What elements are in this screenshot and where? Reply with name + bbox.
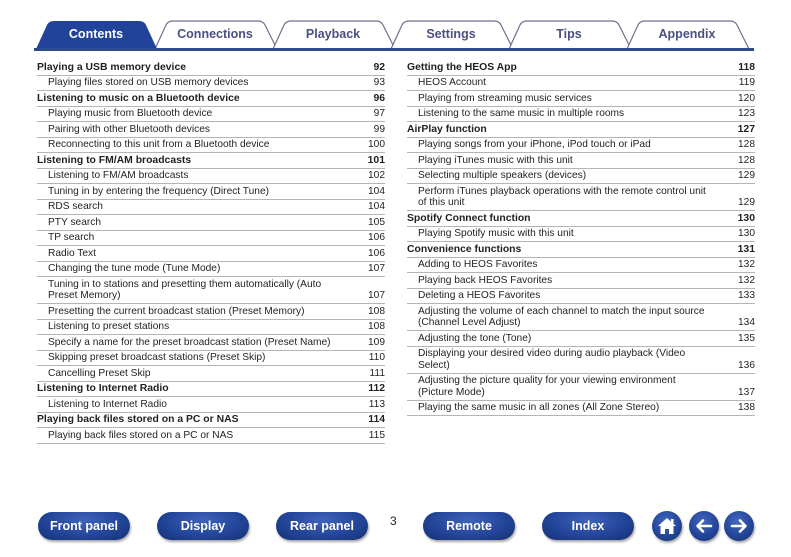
toc-row[interactable] (407, 76, 755, 92)
toc-page: 109 (368, 336, 385, 348)
back-button[interactable] (689, 511, 719, 541)
toc-title: Tuning in to stations and presetting them automatically (Auto Preset Memory) (48, 278, 322, 301)
toc-page: 111 (369, 367, 385, 379)
toc-title: Adjusting the volume of each channel to match the input source (Channel Level Adjust) (418, 305, 705, 328)
toc-title: Spotify Connect function (407, 212, 531, 224)
page-number: 3 (390, 514, 397, 528)
toc-page: 115 (368, 429, 385, 441)
toc-title: Skipping preset broadcast stations (Preset Skip) (48, 352, 266, 363)
toc-row[interactable] (407, 401, 755, 417)
toc-row[interactable] (37, 320, 385, 336)
toc-page: 128 (738, 154, 755, 166)
toc-row[interactable] (37, 382, 385, 398)
toc-title: Listening to music on a Bluetooth device (37, 92, 240, 104)
toc-row[interactable] (407, 227, 755, 243)
home-icon (656, 515, 678, 537)
toc-row[interactable] (407, 91, 755, 107)
toc-page: 96 (373, 92, 385, 104)
toc-title: Tuning in by entering the frequency (Direct Tune) (48, 185, 270, 197)
toc-page: 127 (737, 123, 755, 135)
toc-title: Changing the tune mode (Tune Mode) (48, 263, 221, 274)
toc-page: 106 (368, 232, 385, 243)
toc-title: Playing Spotify music with this unit (418, 228, 574, 239)
toc-page: 137 (738, 386, 755, 398)
toc-row[interactable] (37, 169, 385, 185)
toc-page: 120 (738, 92, 755, 104)
toc-page: 92 (373, 61, 385, 73)
toc-row[interactable] (37, 122, 385, 138)
toc-title: Playing a USB memory device (37, 61, 186, 73)
forward-button[interactable] (724, 511, 754, 541)
toc-title: Listening to the same music in multiple rooms (418, 108, 625, 119)
rear-panel-button[interactable]: Rear panel (276, 512, 368, 540)
toc-page: 136 (738, 359, 755, 371)
toc-title: Playing from streaming music services (418, 92, 592, 104)
toc-row[interactable] (407, 331, 755, 347)
toc-row[interactable] (37, 215, 385, 231)
toc-title: Selecting multiple speakers (devices) (418, 170, 587, 181)
toc-row[interactable] (407, 242, 755, 258)
front-panel-button[interactable]: Front panel (38, 512, 130, 540)
toc-title: HEOS Account (418, 77, 486, 88)
toc-row[interactable] (407, 107, 755, 123)
toc-title: Reconnecting to this unit from a Bluetooth device (48, 139, 270, 150)
toc-page: 128 (738, 139, 755, 150)
toc-title: Specify a name for the preset broadcast station (Preset Name) (48, 336, 331, 348)
toc-title: Listening to FM/AM broadcasts (37, 154, 192, 166)
toc-page: 110 (368, 352, 385, 363)
toc-row[interactable] (37, 246, 385, 262)
toc-title: Playing files stored on USB memory devices (48, 77, 249, 88)
toc-title: Listening to Internet Radio (37, 383, 169, 394)
toc-title: Adjusting the picture quality for your viewing environment (Picture Mode) (418, 375, 676, 398)
toc-page: 104 (368, 201, 385, 212)
toc-row[interactable] (37, 366, 385, 382)
toc-row[interactable] (407, 153, 755, 169)
toc-title: Listening to FM/AM broadcasts (48, 170, 189, 181)
toc-row[interactable] (407, 122, 755, 138)
toc-row[interactable] (407, 184, 755, 211)
toc-page: 99 (373, 123, 385, 135)
toc-page: 131 (737, 243, 755, 255)
toc-row[interactable] (37, 351, 385, 367)
toc-page: 106 (368, 247, 385, 259)
tab-settings[interactable]: Settings (426, 27, 476, 41)
toc-page: 112 (368, 383, 385, 394)
toc-row[interactable] (407, 60, 755, 76)
toc-row[interactable] (37, 428, 385, 444)
toc-row[interactable] (37, 138, 385, 154)
toc-row[interactable] (37, 153, 385, 169)
toc-page: 113 (368, 398, 385, 410)
toc-title: Adjusting the tone (Tone) (418, 332, 532, 344)
toc-row[interactable] (407, 273, 755, 289)
tab-bar (0, 0, 791, 52)
toc-page: 129 (738, 170, 755, 181)
toc-row[interactable] (407, 304, 755, 331)
toc-row[interactable] (37, 76, 385, 92)
toc-row[interactable] (37, 231, 385, 247)
toc-row[interactable] (407, 258, 755, 274)
toc-row[interactable] (407, 347, 755, 374)
toc-page: 104 (368, 185, 385, 197)
tab-contents[interactable]: Contents (68, 27, 124, 41)
toc-page: 133 (738, 290, 755, 301)
toc-page: 108 (368, 321, 385, 332)
toc-row[interactable] (37, 91, 385, 107)
toc-title: Cancelling Preset Skip (48, 367, 151, 379)
toc-row[interactable] (407, 169, 755, 185)
toc-page: 138 (738, 402, 755, 413)
toc-title: RDS search (48, 201, 103, 212)
toc-right-column (407, 60, 755, 416)
toc-title: Playing back files stored on a PC or NAS (37, 414, 239, 425)
toc-title: Pairing with other Bluetooth devices (48, 123, 210, 135)
toc-page: 93 (373, 77, 385, 88)
toc-page: 118 (738, 61, 755, 73)
toc-row[interactable] (37, 397, 385, 413)
toc-title: Deleting a HEOS Favorites (418, 290, 541, 301)
toc-row[interactable] (407, 211, 755, 227)
toc-row[interactable] (37, 200, 385, 216)
toc-page: 134 (738, 317, 755, 328)
toc-title: Adding to HEOS Favorites (418, 259, 538, 270)
toc-title: Getting the HEOS App (407, 61, 517, 73)
toc-page: 114 (368, 414, 385, 425)
toc-page: 107 (368, 263, 385, 274)
toc-row[interactable] (407, 138, 755, 154)
display-button[interactable]: Display (157, 512, 249, 540)
toc-title: Playing the same music in all zones (All Zone Stereo) (418, 402, 660, 413)
toc-page: 107 (368, 290, 385, 301)
toc-title: Playing back files stored on a PC or NAS (48, 429, 234, 441)
tab-playback[interactable]: Playback (305, 27, 361, 41)
toc-title: PTY search (48, 216, 102, 228)
toc-row[interactable] (37, 304, 385, 320)
toc-left-column (37, 60, 385, 444)
toc-row[interactable] (37, 262, 385, 278)
toc-title: TP search (48, 232, 95, 243)
toc-page: 129 (738, 197, 755, 208)
home-button[interactable] (652, 511, 682, 541)
toc-row[interactable] (407, 374, 755, 401)
index-button[interactable]: Index (542, 512, 634, 540)
toc-title: Presetting the current broadcast station (Preset Memory) (48, 305, 305, 317)
toc-page: 100 (368, 139, 385, 150)
toc-page: 97 (373, 108, 385, 119)
toc-row[interactable] (37, 335, 385, 351)
toc-row[interactable] (37, 60, 385, 76)
toc-row[interactable] (37, 413, 385, 429)
toc-row[interactable] (37, 184, 385, 200)
toc-title: Listening to Internet Radio (48, 398, 167, 410)
toc-page: 102 (368, 170, 385, 181)
toc-page: 101 (367, 154, 385, 166)
toc-title: Listening to preset stations (48, 321, 170, 332)
toc-title: Playing back HEOS Favorites (418, 274, 553, 286)
arrow-right-icon (728, 515, 750, 537)
toc-page: 123 (738, 108, 755, 119)
toc-title: Playing iTunes music with this unit (418, 154, 573, 166)
toc-page: 108 (368, 305, 385, 317)
toc-title: Displaying your desired video during audio playback (Video Select) (418, 348, 686, 371)
tab-tips[interactable]: Tips (556, 27, 582, 41)
tab-connections[interactable]: Connections (177, 27, 253, 41)
toc-row[interactable] (407, 289, 755, 305)
arrow-left-icon (693, 515, 715, 537)
toc-title: Playing music from Bluetooth device (48, 108, 213, 119)
toc-title: Radio Text (48, 247, 96, 259)
toc-page: 130 (738, 228, 755, 239)
toc-page: 105 (368, 216, 385, 228)
toc-title: Convenience functions (407, 243, 522, 255)
toc-title: Perform iTunes playback operations with the remote control unit of this unit (418, 185, 706, 208)
toc-row[interactable] (37, 107, 385, 123)
tab-appendix[interactable]: Appendix (658, 27, 716, 41)
toc-page: 135 (738, 332, 755, 344)
toc-page: 132 (738, 274, 755, 286)
toc-row[interactable] (37, 277, 385, 304)
toc-title: AirPlay function (407, 123, 487, 135)
toc-title: Playing songs from your iPhone, iPod touch or iPad (418, 139, 651, 150)
toc-page: 119 (738, 77, 755, 88)
toc-page: 130 (737, 212, 755, 224)
toc-page: 132 (738, 259, 755, 270)
remote-button[interactable]: Remote (423, 512, 515, 540)
